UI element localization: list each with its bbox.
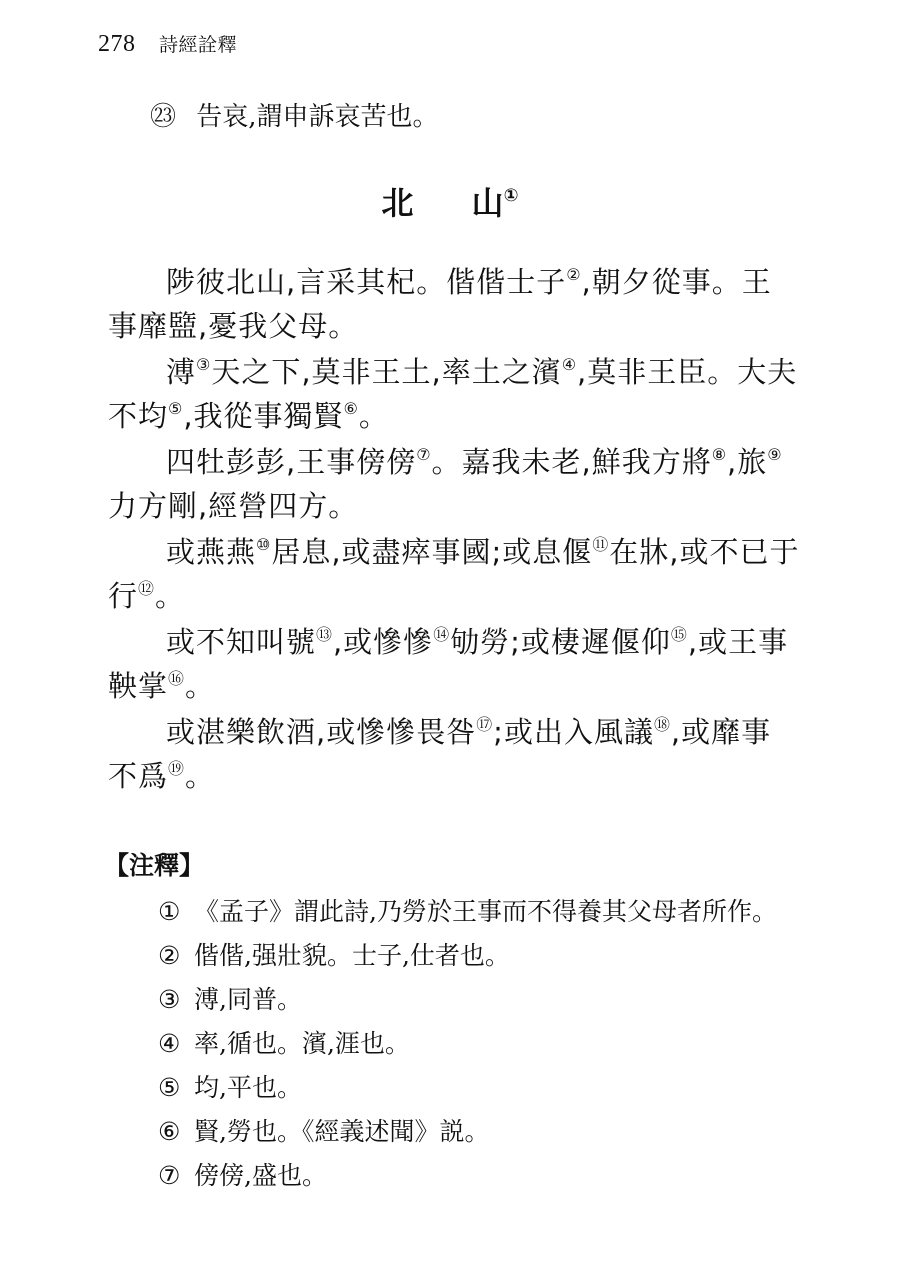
verse-text: ,或王事鞅掌 [108, 625, 789, 703]
note-text: 率,循也。濱,涯也。 [194, 1029, 410, 1058]
note-item [158, 1154, 838, 1198]
note-ref: ⑭ [433, 625, 451, 645]
verse-text: 。 [358, 399, 389, 433]
note-ref: ⑦ [416, 445, 432, 465]
title-note-ref: ① [503, 185, 519, 206]
verse-text: ;或出入風議 [493, 715, 654, 749]
note-item [158, 934, 838, 978]
note-ref: ⑧ [711, 445, 728, 465]
verse-text: 四牡彭彭,王事傍傍 [166, 445, 417, 479]
book-title: 詩經詮釋 [159, 34, 238, 56]
note-ref: ⑨ [767, 445, 783, 465]
verse-text: 。嘉我未老,鮮我方將 [431, 445, 712, 479]
verse-text: 或湛樂飲酒,或慘慘畏咎 [166, 715, 477, 749]
note-text: 均,平也。 [194, 1073, 302, 1102]
note-text: 《孟子》謂此詩,乃勞於王事而不得養其父母者所作。 [194, 897, 777, 926]
notes-heading: 【注釋】 [104, 851, 205, 880]
footnote-marker: ㉓ [150, 102, 177, 132]
verse-text: 或不知叫號 [166, 625, 317, 659]
note-marker: ⑥ [158, 1117, 181, 1146]
note-text: 賢,勞也。《經義述聞》説。 [194, 1117, 490, 1146]
note-ref: ⑰ [476, 715, 494, 735]
note-marker: ② [158, 941, 181, 970]
note-item [158, 890, 838, 934]
note-item [158, 978, 838, 1022]
verse-text: ,旅 [727, 445, 768, 479]
note-ref: ⑱ [653, 715, 671, 735]
verse-text: ,朝夕從事。王事靡盬,憂我父母。 [108, 265, 772, 343]
stanza-2 [108, 350, 800, 440]
note-ref: ③ [196, 355, 212, 375]
previous-footnote [150, 96, 439, 133]
note-ref: ⑤ [168, 399, 184, 419]
stanza-6 [108, 710, 800, 800]
verse-text: 。 [184, 669, 215, 703]
note-text: 溥,同普。 [194, 985, 302, 1014]
note-ref: ⑮ [670, 625, 688, 645]
note-item [158, 1066, 838, 1110]
verse-text: 居息,或盡瘁事國;或息偃 [271, 535, 593, 569]
note-ref: ⑪ [592, 535, 610, 555]
poem-title [0, 178, 900, 224]
note-text: 偕偕,强壯貌。士子,仕者也。 [194, 941, 510, 970]
note-ref: ④ [561, 355, 578, 375]
poem-title-part-1: 北 [381, 184, 414, 222]
note-ref: ⑬ [316, 625, 333, 645]
verse-text: ,或慘慘 [332, 625, 434, 659]
page-header [98, 30, 237, 58]
note-ref: ⑫ [138, 579, 155, 599]
note-ref: ⑩ [256, 535, 272, 555]
stanza-5 [108, 620, 800, 710]
verse-text: 或燕燕 [166, 535, 257, 569]
verse-text: 。 [184, 759, 215, 793]
verse-text: 在牀,或不已于行 [108, 535, 800, 613]
verse-text: 天之下,莫非王土,率土之濱 [211, 355, 562, 389]
verse-text: ,或靡事不爲 [108, 715, 772, 793]
note-marker: ④ [158, 1029, 181, 1058]
footnote-text: 告哀,謂申訴哀苦也。 [196, 102, 439, 132]
note-text: 傍傍,盛也。 [194, 1161, 327, 1190]
note-marker: ① [158, 897, 181, 926]
poem-title-part-2: 山 [471, 184, 504, 222]
poem-body [108, 260, 800, 800]
verse-text: 陟彼北山,言采其杞。偕偕士子 [166, 265, 567, 299]
note-item [158, 1110, 838, 1154]
note-ref: ⑲ [168, 759, 185, 779]
note-item [158, 1022, 838, 1066]
verse-text: ,我從事獨賢 [183, 399, 344, 433]
verse-text: 。 [154, 579, 185, 613]
note-marker: ⑦ [158, 1161, 181, 1190]
note-marker: ⑤ [158, 1073, 181, 1102]
note-ref: ⑯ [168, 669, 185, 689]
note-ref: ② [566, 265, 582, 285]
stanza-4 [108, 530, 800, 620]
note-marker: ③ [158, 985, 181, 1014]
verse-text: ,莫非王臣。大夫不均 [108, 355, 798, 433]
stanza-3 [108, 440, 800, 530]
verse-text: 劬勞;或棲遲偃仰 [450, 625, 671, 659]
notes-list [158, 890, 838, 1198]
note-ref: ⑥ [343, 399, 359, 419]
stanza-1 [108, 260, 800, 350]
verse-text: 溥 [166, 355, 197, 389]
verse-text: 力方剛,經營四方。 [108, 489, 359, 523]
page-number: 278 [98, 31, 136, 57]
